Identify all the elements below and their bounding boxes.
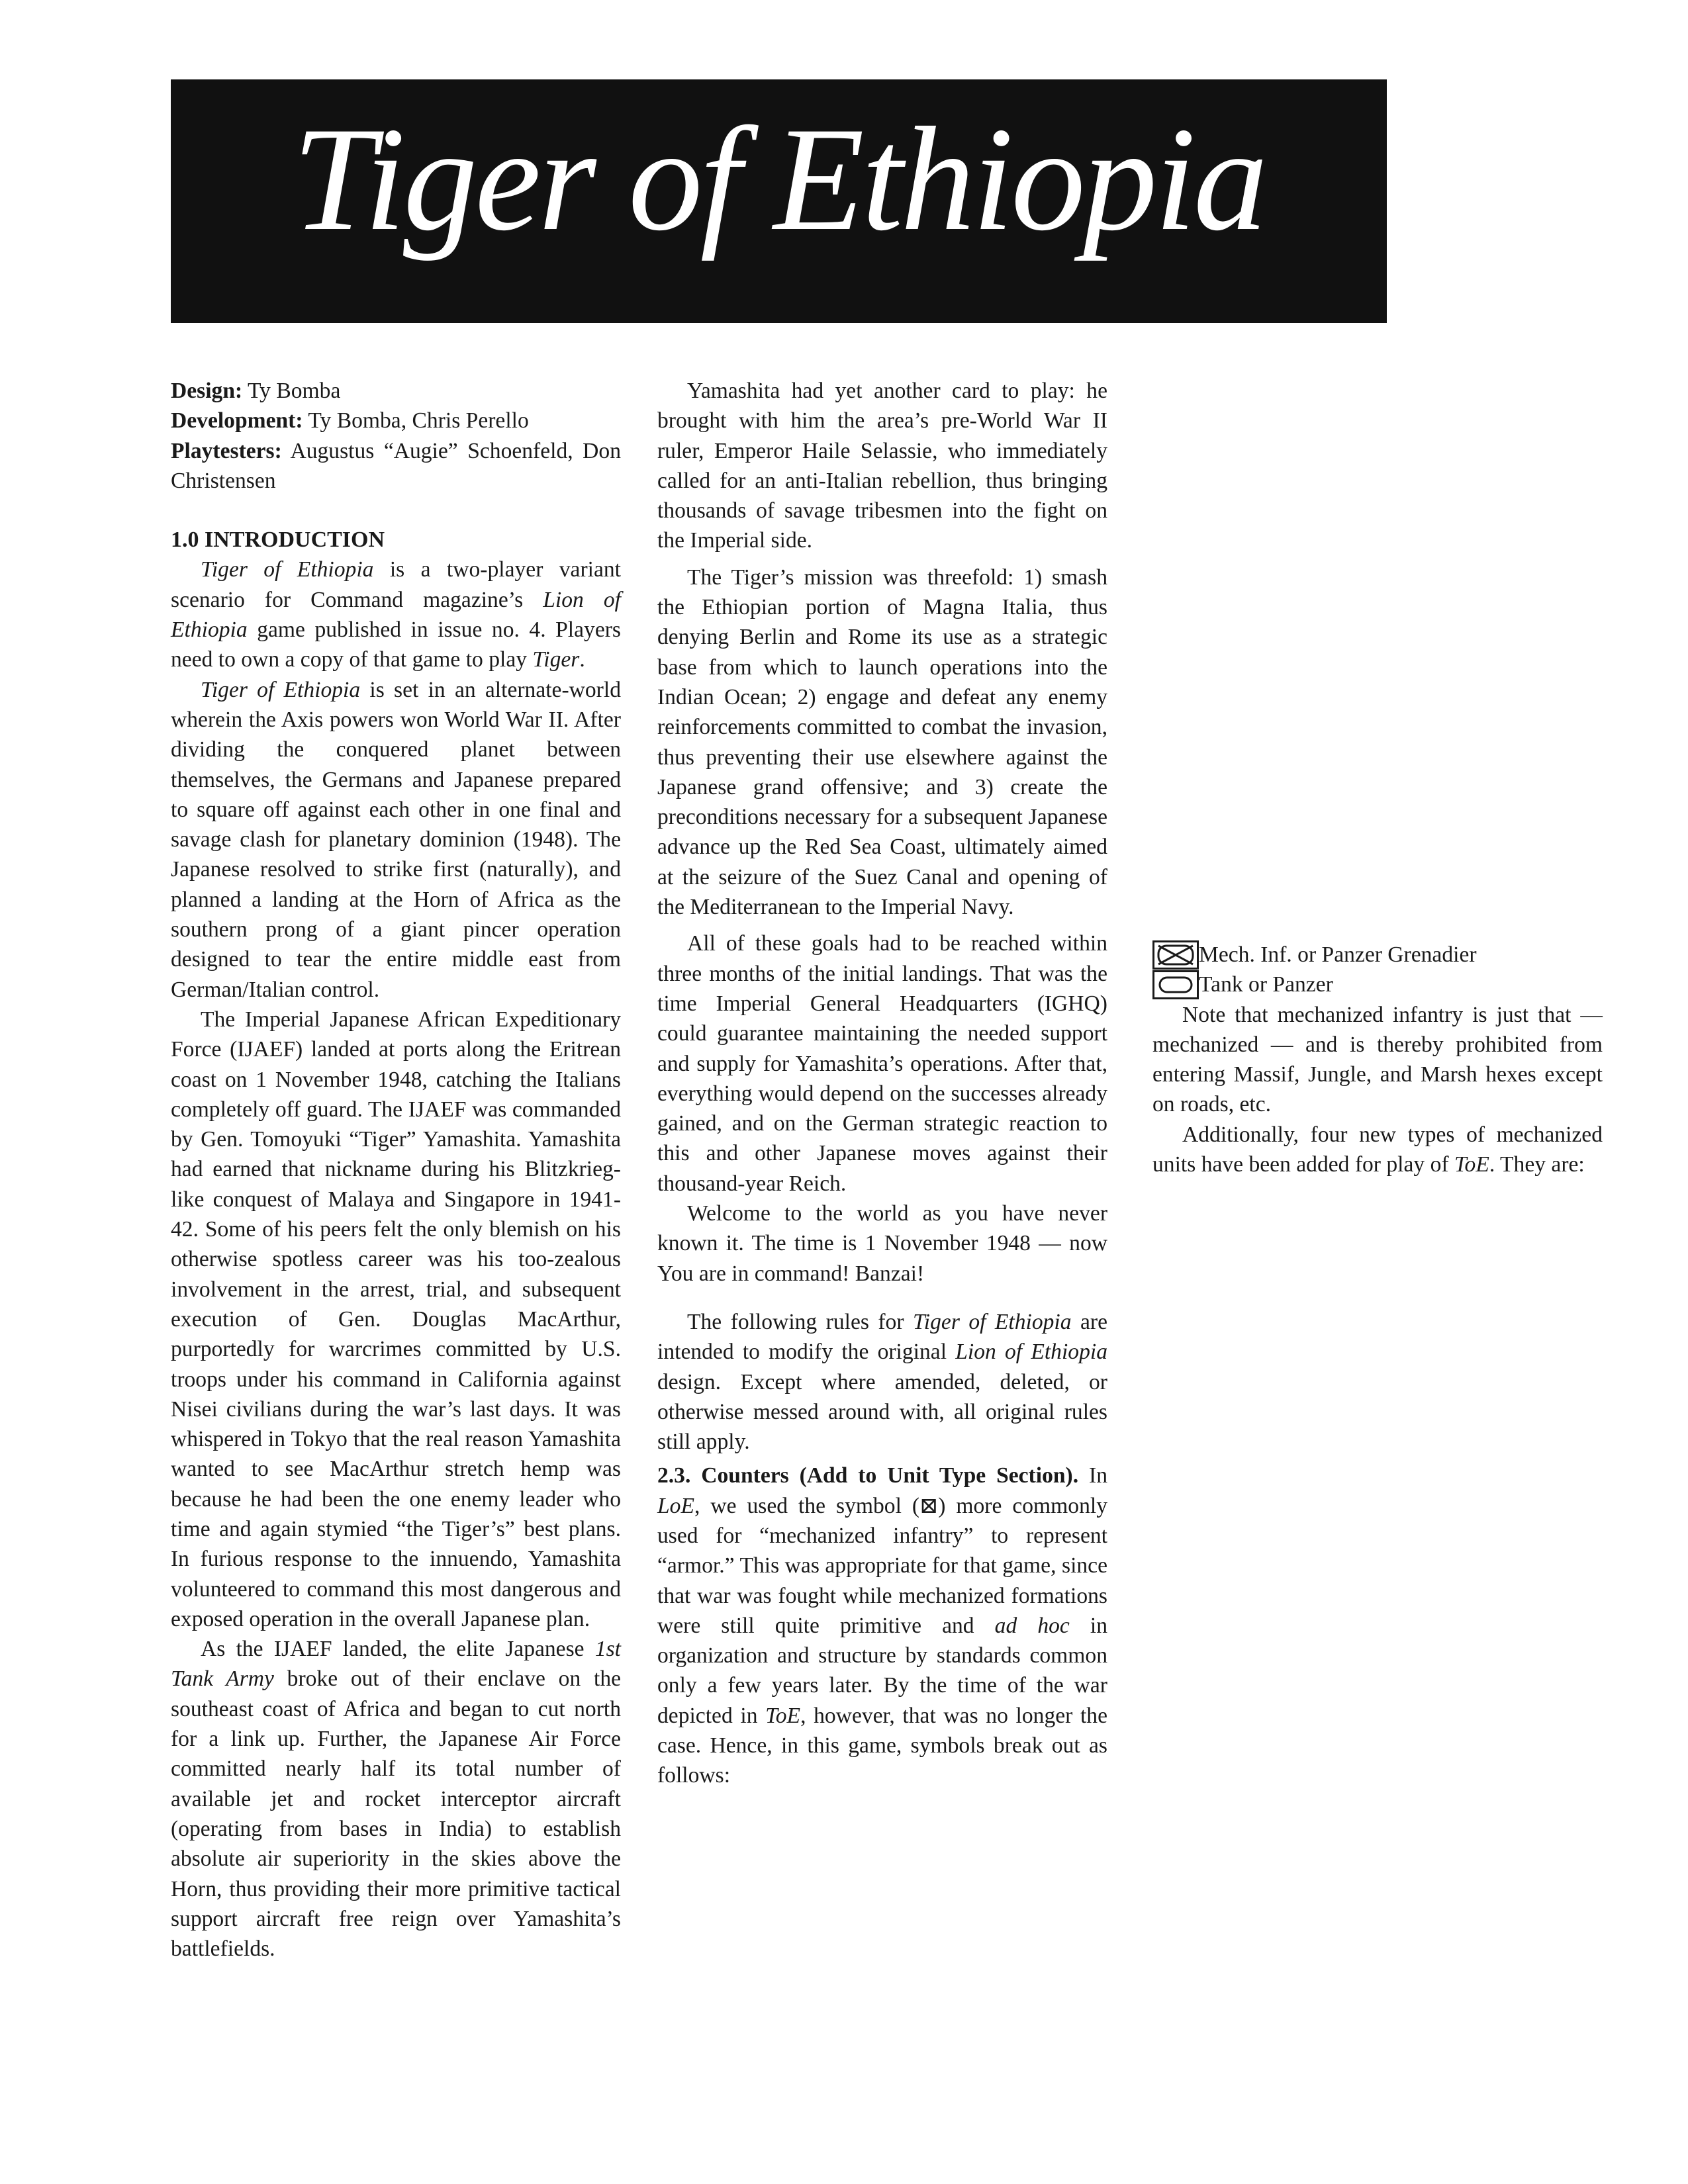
- intro-paragraph-2: Tiger of Ethiopia is set in an alternate-world wherein the Axis powers won World War II. After dividing the conquered planet between themselves, the Germans and Japanese prepared to square off against each other in one final and savage clash for planetary dominion (1948). The Japanese resolved to strike first (naturally), and planned a landing at the Horn of Africa as the southern prong of a giant pincer operation designed to tear the entire middle east from German/Italian control.: [171, 677, 621, 1002]
- intro-paragraph-8: Welcome to the world as you have never known it. The time is 1 November 1948 — now You are in command! Banzai!: [657, 1201, 1107, 1286]
- symbol-row-mech-inf: Mech. Inf. or Panzer Grenadier: [1152, 940, 1603, 970]
- credit-playtesters: Playtesters: Augustus “Augie” Schoenfeld, Don Christensen: [171, 438, 621, 493]
- page-title: Tiger of Ethiopia: [292, 96, 1266, 261]
- tank-symbol-icon: [1152, 970, 1199, 999]
- rule-2-3-additional: Additionally, four new types of mechanized units have been added for play of ToE. They are:: [1152, 1122, 1603, 1177]
- intro-paragraph-6: The Tiger’s mission was threefold: 1) smash the Ethiopian portion of Magna Italia, thus denying Berlin and Rome its use as a strategic base from which to launch operations into the Indian Ocean; 2) engage and defeat any enemy reinforcements committed to combat the invasion, thus preventing their use elsewhere against the Japanese grand offensive; and 3) create the preconditions necessary for a subsequent Japanese advance up the Red Sea Coast, ultimately aimed at the seizure of the Suez Canal and opening of the Mediterranean to the Imperial Navy.: [657, 565, 1107, 920]
- rule-2-3-paragraph: 2.3. Counters (Add to Unit Type Section). In LoE, we used the symbol (⊠) more commonly used for “mechanized infantry” to represent “armor.” This was appropriate for that game, since that war was fought while mechanized formations were still quite primitive and ad hoc in organization and structure by standards common only a few years later. By the time of the war depicted in ToE, however, that was no longer the case. Hence, in this game, symbols break out as follows:: [657, 1463, 1107, 1788]
- credit-design: Design: Ty Bomba: [171, 379, 341, 403]
- credit-development: Development: Ty Bomba, Chris Perello: [171, 408, 529, 433]
- title-banner: [171, 79, 1387, 323]
- intro-paragraph-9: The following rules for Tiger of Ethiopia are intended to modify the original Lion of Ethiopia design. Except where amended, deleted, or otherwise messed around with, all original rules still apply.: [657, 1309, 1107, 1455]
- intro-paragraph-3: The Imperial Japanese African Expeditionary Force (IJAEF) landed at ports along the Eritrean coast on 1 November 1948, catching the Italians completely off guard. The IJAEF was commanded by Gen. Tomoyuki “Tiger” Yamashita. Yamashita had earned that nickname during his Blitzkrieg-like conquest of Malaya and Singapore in 1941-42. Some of his peers felt the only blemish on his otherwise spotless career was his too-zealous involvement in the arrest, trial, and subsequent execution of Gen. Douglas MacArthur, purportedly for warcrimes committed by U.S. troops under his command in California against Nisei civilians during the war’s last days. It was whispered in Tokyo that the real reason Yamashita wanted to see MacArthur stretch hemp was because he had been the one enemy leader who time and again stymied “the Tiger’s” best plans. In furious response to the innuendo, Yamashita volunteered to command this most dangerous and exposed operation in the overall Japanese plan.: [171, 1007, 621, 1631]
- symbol-row-tank: Tank or Panzer: [1152, 970, 1603, 999]
- section-heading-introduction: 1.0 INTRODUCTION: [171, 527, 385, 553]
- mech-infantry-symbol-icon: [1152, 940, 1199, 970]
- intro-paragraph-7: All of these goals had to be reached within three months of the initial landings. That was the time Imperial General Headquarters (IGHQ) could guarantee maintaining the needed support and supply for Yamashita’s operations. After that, everything would depend on the successes already gained, and on the German strategic reaction to this and other Japanese moves against their thousand-year Reich.: [657, 931, 1107, 1196]
- column-3: [1152, 940, 1603, 1179]
- intro-paragraph-5: Yamashita had yet another card to play: he brought with him the area’s pre-World War II ruler, Emperor Haile Selassie, who immediately called for an anti-Italian rebellion, thus bringing thousands of savage tribesmen into the fight on the Imperial side.: [657, 379, 1107, 553]
- column-2: [657, 376, 1107, 1791]
- column-1: [171, 376, 621, 1964]
- intro-paragraph-1: Tiger of Ethiopia is a two-player variant scenario for Command magazine’s Lion of Ethiopia game published in issue no. 4. Players need to own a copy of that game to play Tiger.: [171, 557, 621, 672]
- rule-2-3-note: Note that mechanized infantry is just that — mechanized — and is thereby prohibited from entering Massif, Jungle, and Marsh hexes except on roads, etc.: [1152, 1002, 1603, 1117]
- intro-paragraph-4: As the IJAEF landed, the elite Japanese 1st Tank Army broke out of their enclave on the southeast coast of Africa and began to cut north for a link up. Further, the Japanese Air Force committed nearly half its total number of available jet and rocket interceptor aircraft (operating from bases in India) to establish absolute air superiority in the skies above the Horn, thus providing their more primitive tactical support aircraft free reign over Yamashita’s battlefields.: [171, 1637, 622, 1962]
